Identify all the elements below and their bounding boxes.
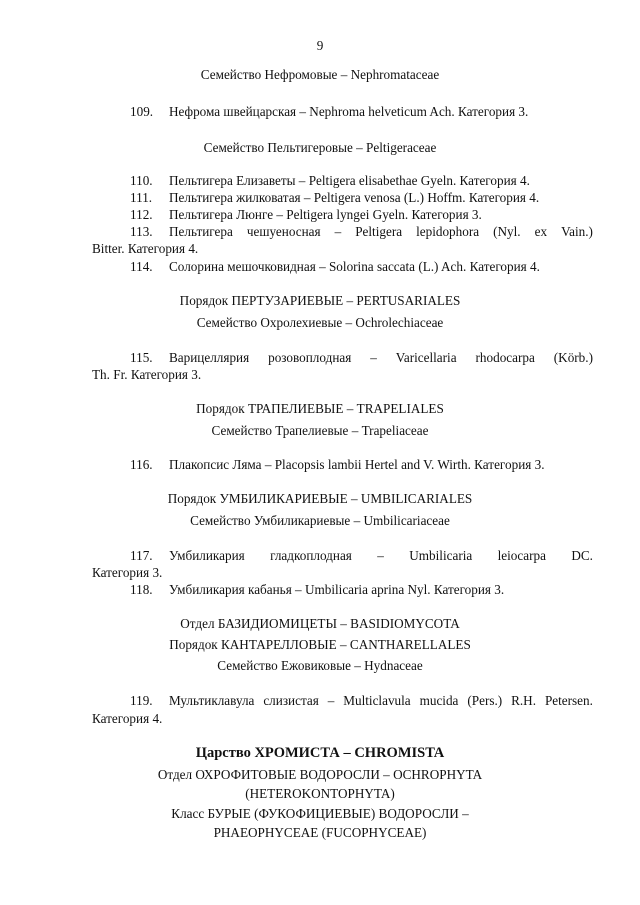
- entry-word: Умбиликария: [169, 548, 245, 563]
- entry-continuation: Категория 4.: [92, 711, 163, 726]
- species-entry-109: [130, 104, 528, 120]
- entry-word: Multiclavula: [343, 693, 411, 708]
- entry-word: (Pers.): [467, 693, 503, 708]
- family-heading: Семейство Ежовиковые – Hydnaceae: [217, 658, 423, 673]
- family-heading: Семейство Умбиликариевые – Umbilicariaceae: [190, 513, 450, 528]
- entry-number: 113.: [130, 224, 153, 239]
- entry-word: –: [334, 224, 342, 239]
- class-heading-continuation: PHAEOPHYCEAE (FUCOPHYCEAE): [213, 825, 427, 840]
- kingdom-heading: Царство ХРОМИСТА – CHROMISTA: [195, 745, 445, 761]
- family-heading: Семейство Охролехиевые – Ochrolechiaceae: [196, 315, 444, 330]
- entry-word: гладкоплодная: [270, 548, 352, 563]
- species-entry-110: [130, 173, 530, 189]
- entry-continuation: Категория 3.: [92, 565, 163, 580]
- entry-continuation: Th. Fr. Категория 3.: [92, 367, 202, 382]
- entry-word: –: [327, 693, 335, 708]
- species-entry-117: [130, 548, 593, 564]
- entry-text: Пельтигера Елизаветы – Peltigera elisabethae Gyeln. Категория 4.: [169, 173, 530, 188]
- entry-word: розовоплодная: [268, 350, 352, 365]
- entry-number: 119.: [130, 693, 153, 708]
- entry-word: слизистая: [263, 693, 319, 708]
- entry-word: ex: [534, 224, 548, 239]
- species-entry-118: [130, 582, 504, 598]
- entry-word: Пельтигера: [169, 224, 233, 239]
- entry-number: 117.: [130, 548, 153, 563]
- entry-word: mucida: [419, 693, 459, 708]
- family-heading: Семейство Пельтигеровые – Peltigeraceae: [203, 140, 437, 155]
- species-entry-112: [130, 207, 482, 223]
- entry-number: 116.: [130, 457, 153, 472]
- entry-number: 109.: [130, 104, 154, 119]
- entry-word: Varicellaria: [395, 350, 457, 365]
- entry-word: –: [377, 548, 384, 563]
- entry-number: 111.: [130, 190, 153, 205]
- species-entry-113: [130, 224, 593, 240]
- order-heading: Порядок ПЕРТУЗАРИЕВЫЕ – PERTUSARIALES: [179, 293, 461, 308]
- entry-text: Умбиликария кабанья – Umbilicaria aprina Nyl. Категория 3.: [169, 582, 505, 597]
- entry-text: Пельтигера жилковатая – Peltigera venosa (L.) Hoffm. Категория 4.: [169, 190, 540, 205]
- entry-word: чешуеносная: [246, 224, 321, 239]
- order-heading: Порядок ТРАПЕЛИЕВЫЕ – TRAPELIALES: [196, 401, 444, 416]
- order-heading: Порядок УМБИЛИКАРИЕВЫЕ – UMBILICARIALES: [167, 491, 473, 506]
- entry-word: –: [370, 350, 377, 365]
- page-number: 9: [316, 38, 324, 53]
- entry-word: rhodocarpa: [475, 350, 535, 365]
- family-heading: Семейство Трапелиевые – Trapeliaceae: [211, 423, 429, 438]
- entry-text: Пельтигера Люнге – Peltigera lyngei Gyeln. Категория 3.: [169, 207, 482, 222]
- entry-word: leiocarpa: [497, 548, 546, 563]
- division-heading: Отдел ОХРОФИТОВЫЕ ВОДОРОСЛИ – OCHROPHYTA: [157, 767, 483, 782]
- species-entry-111: [130, 190, 539, 206]
- class-heading: Класс БУРЫЕ (ФУКОФИЦИЕВЫЕ) ВОДОРОСЛИ –: [171, 806, 469, 821]
- entry-continuation: Bitter. Категория 4.: [92, 241, 199, 256]
- species-entry-119: [130, 693, 593, 709]
- entry-word: Мультиклавула: [169, 693, 255, 708]
- family-heading: Семейство Нефромовые – Nephromataceae: [200, 67, 440, 82]
- division-heading: Отдел БАЗИДИОМИЦЕТЫ – BASIDIOMYCOTA: [180, 616, 460, 631]
- entry-word: Umbilicaria: [409, 548, 473, 563]
- species-entry-116: [130, 457, 545, 473]
- entry-word: lepidophora: [416, 224, 480, 239]
- entry-number: 114.: [130, 259, 153, 274]
- entry-text: Плакопсис Ляма – Placopsis lambii Hertel and V. Wirth. Категория 3.: [169, 457, 545, 472]
- species-entry-114: [130, 259, 540, 275]
- species-entry-115: [130, 350, 593, 366]
- entry-number: 110.: [130, 173, 153, 188]
- entry-text: Солорина мешочковидная – Solorina saccata (L.) Ach. Категория 4.: [169, 259, 540, 274]
- entry-word: Варицеллярия: [169, 350, 250, 365]
- entry-word: (Nyl.: [493, 224, 521, 239]
- entry-word: R.H.: [511, 693, 537, 708]
- entry-word: Petersen.: [544, 693, 593, 708]
- entry-text: Нефрома швейцарская – Nephroma helveticum Ach. Категория 3.: [169, 104, 529, 119]
- entry-number: 118.: [130, 582, 153, 597]
- entry-number: 112.: [130, 207, 153, 222]
- entry-number: 115.: [130, 350, 153, 365]
- entry-word: Vain.): [561, 224, 593, 239]
- entry-word: DC.: [571, 548, 593, 563]
- entry-word: (Körb.): [553, 350, 593, 365]
- division-heading-continuation: (HETEROKONTOPHYTA): [245, 786, 395, 801]
- order-heading: Порядок КАНТАРЕЛЛОВЫЕ – CANTHARELLALES: [169, 637, 471, 652]
- entry-word: Peltigera: [355, 224, 403, 239]
